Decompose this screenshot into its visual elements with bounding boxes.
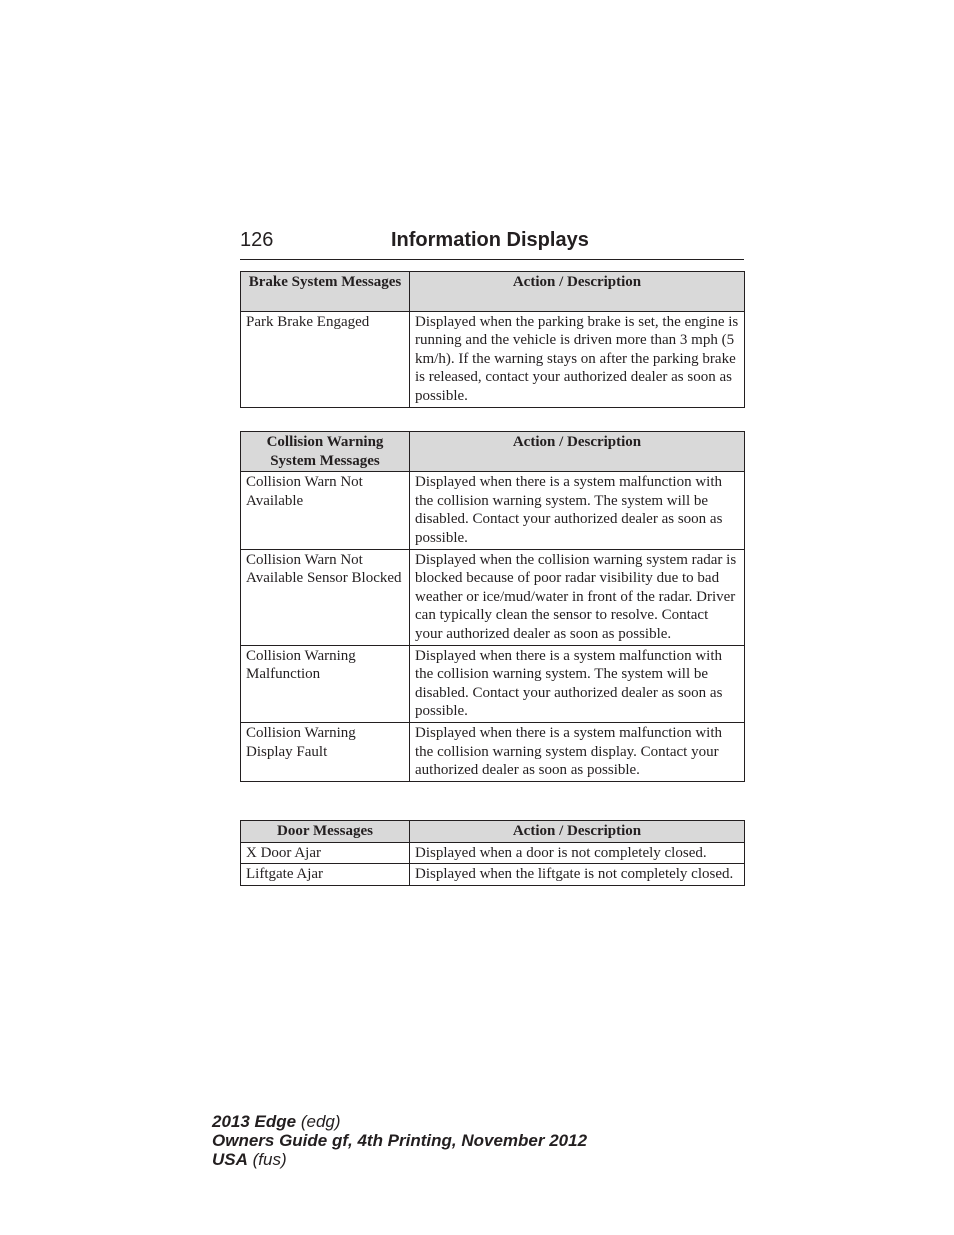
message-cell: Liftgate Ajar xyxy=(241,864,410,886)
description-cell: Displayed when there is a system malfunction with the collision warning system. The system will be disabled. Contact your authorized dealer as soon as possible. xyxy=(410,645,745,722)
footer-market: USA xyxy=(212,1150,248,1169)
column-header-messages: Door Messages xyxy=(241,821,410,843)
column-header-action: Action / Description xyxy=(410,821,745,843)
footer-line-model xyxy=(212,1112,587,1131)
page-title: Information Displays xyxy=(391,229,589,251)
footer-line-edition xyxy=(212,1131,587,1150)
page-footer xyxy=(212,1112,587,1169)
message-cell: Collision Warning Malfunction xyxy=(241,645,410,722)
column-header-messages: Brake System Messages xyxy=(241,272,410,312)
page-number: 126 xyxy=(240,229,274,251)
table-row xyxy=(241,472,745,549)
table-header-row xyxy=(241,272,745,312)
table-header-row xyxy=(241,821,745,843)
footer-model-code: (edg) xyxy=(300,1112,341,1131)
description-cell: Displayed when there is a system malfunction with the collision warning system. The system will be disabled. Contact your authorized dealer as soon as possible. xyxy=(410,472,745,549)
table-row xyxy=(241,864,745,886)
column-header-action: Action / Description xyxy=(410,432,745,472)
door-messages-table xyxy=(240,820,745,886)
description-cell: Displayed when the liftgate is not completely closed. xyxy=(410,864,745,886)
footer-line-market xyxy=(212,1150,587,1169)
table-row xyxy=(241,842,745,864)
description-cell: Displayed when a door is not completely closed. xyxy=(410,842,745,864)
footer-edition: Owners Guide gf, 4th Printing, November 2012 xyxy=(212,1131,588,1150)
table-row xyxy=(241,311,745,407)
message-cell: X Door Ajar xyxy=(241,842,410,864)
message-cell: Collision Warn Not Available Sensor Blocked xyxy=(241,549,410,645)
brake-system-messages-table xyxy=(240,271,745,408)
column-header-action: Action / Description xyxy=(410,272,745,312)
table-row xyxy=(241,549,745,645)
page-header xyxy=(240,229,744,260)
message-cell: Collision Warning Display Fault xyxy=(241,722,410,781)
description-cell: Displayed when the parking brake is set, the engine is running and the vehicle is driven more than 3 mph (5 km/h). If the warning stays on after the parking brake is released, contact your authorized dealer as soon as possible. xyxy=(410,311,745,407)
table-row xyxy=(241,645,745,722)
message-cell: Park Brake Engaged xyxy=(241,311,410,407)
table-row xyxy=(241,722,745,781)
table-header-row xyxy=(241,432,745,472)
message-cell: Collision Warn Not Available xyxy=(241,472,410,549)
description-cell: Displayed when there is a system malfunction with the collision warning system display. Contact your authorized dealer as soon as possible. xyxy=(410,722,745,781)
footer-market-code: (fus) xyxy=(252,1150,287,1169)
collision-warning-messages-table xyxy=(240,431,745,782)
description-cell: Displayed when the collision warning system radar is blocked because of poor radar visibility due to bad weather or ice/mud/water in front of the radar. Driver can typically clean the sensor to resolve. Contact your authorized dealer as soon as possible. xyxy=(410,549,745,645)
column-header-messages: Collision Warning System Messages xyxy=(241,432,410,472)
footer-model: 2013 Edge xyxy=(212,1112,297,1131)
